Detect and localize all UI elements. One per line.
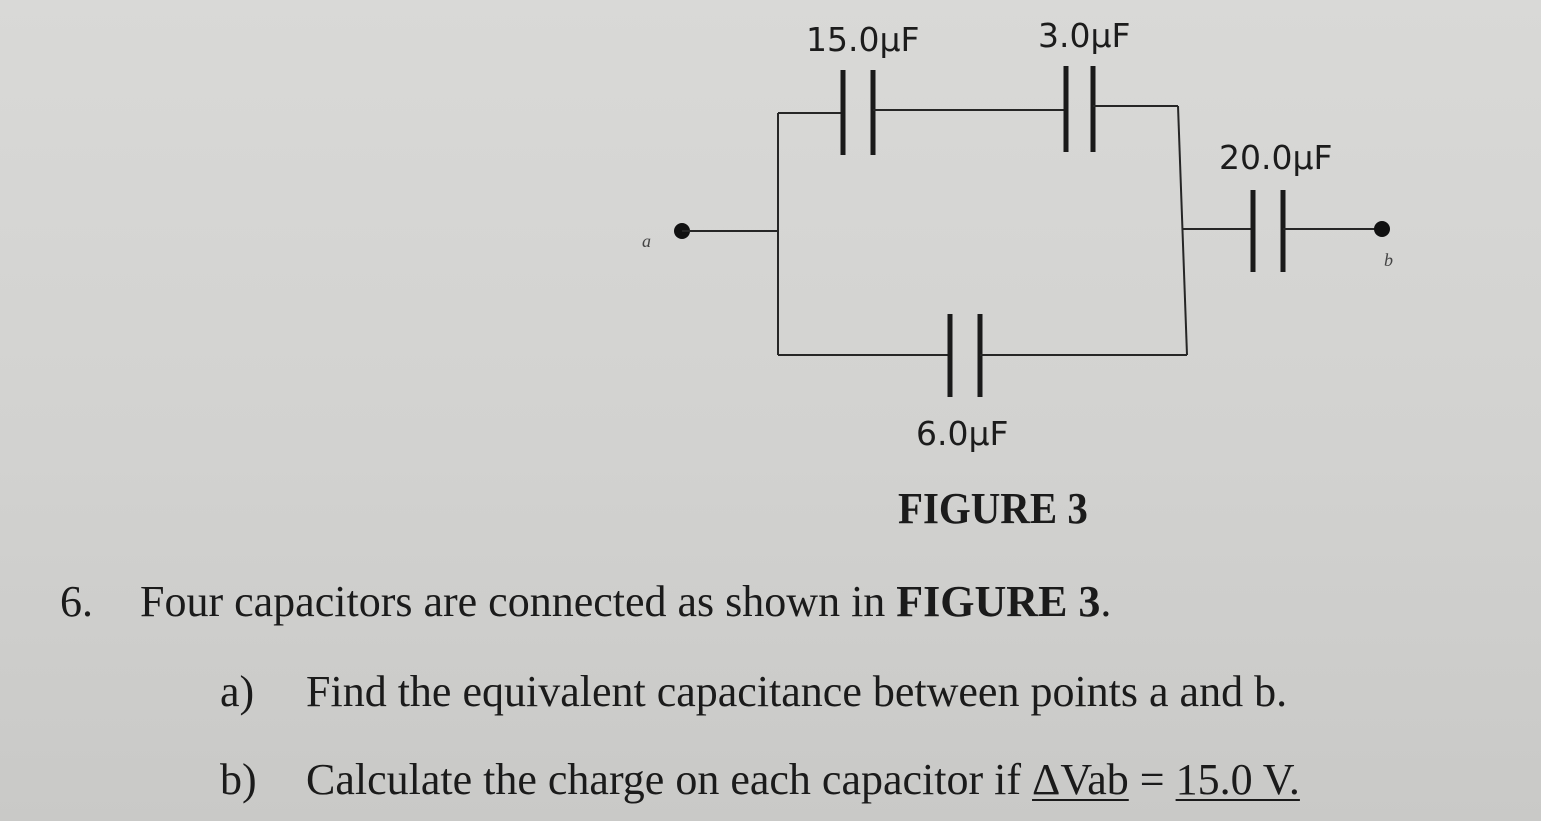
node-b-terminal [1374, 221, 1390, 237]
part-b-marker: b) [220, 755, 257, 804]
voltage-value: 15.0 V. [1175, 755, 1300, 804]
question-part-a [220, 667, 1288, 716]
capacitor-15uF-label: 15.0μF [806, 20, 920, 59]
capacitor-20uF-label: 20.0μF [1219, 138, 1333, 177]
node-b-label: b [1384, 250, 1393, 270]
question-stem [60, 577, 1112, 626]
question-figure-ref: FIGURE 3 [896, 577, 1101, 626]
part-b-text: Calculate the charge on each capacitor if [306, 755, 1033, 804]
figure-caption: FIGURE 3 [898, 484, 1088, 533]
node-a-label: a [642, 231, 651, 251]
part-a-text: Find the equivalent capacitance between points a and b. [306, 667, 1288, 716]
question-part-b [220, 755, 1300, 804]
part-a-marker: a) [220, 667, 255, 716]
question-text: Four capacitors are connected as shown in [140, 577, 897, 626]
question-text-end: . [1100, 577, 1112, 626]
capacitor-3uF-label: 3.0μF [1038, 16, 1131, 55]
capacitor-6uF-label: 6.0μF [916, 414, 1009, 453]
equals-sign: = [1128, 755, 1176, 804]
question-number: 6. [60, 577, 93, 626]
potential-difference-symbol: ΔVab [1032, 755, 1129, 804]
wire-right-vertical [1178, 106, 1187, 355]
